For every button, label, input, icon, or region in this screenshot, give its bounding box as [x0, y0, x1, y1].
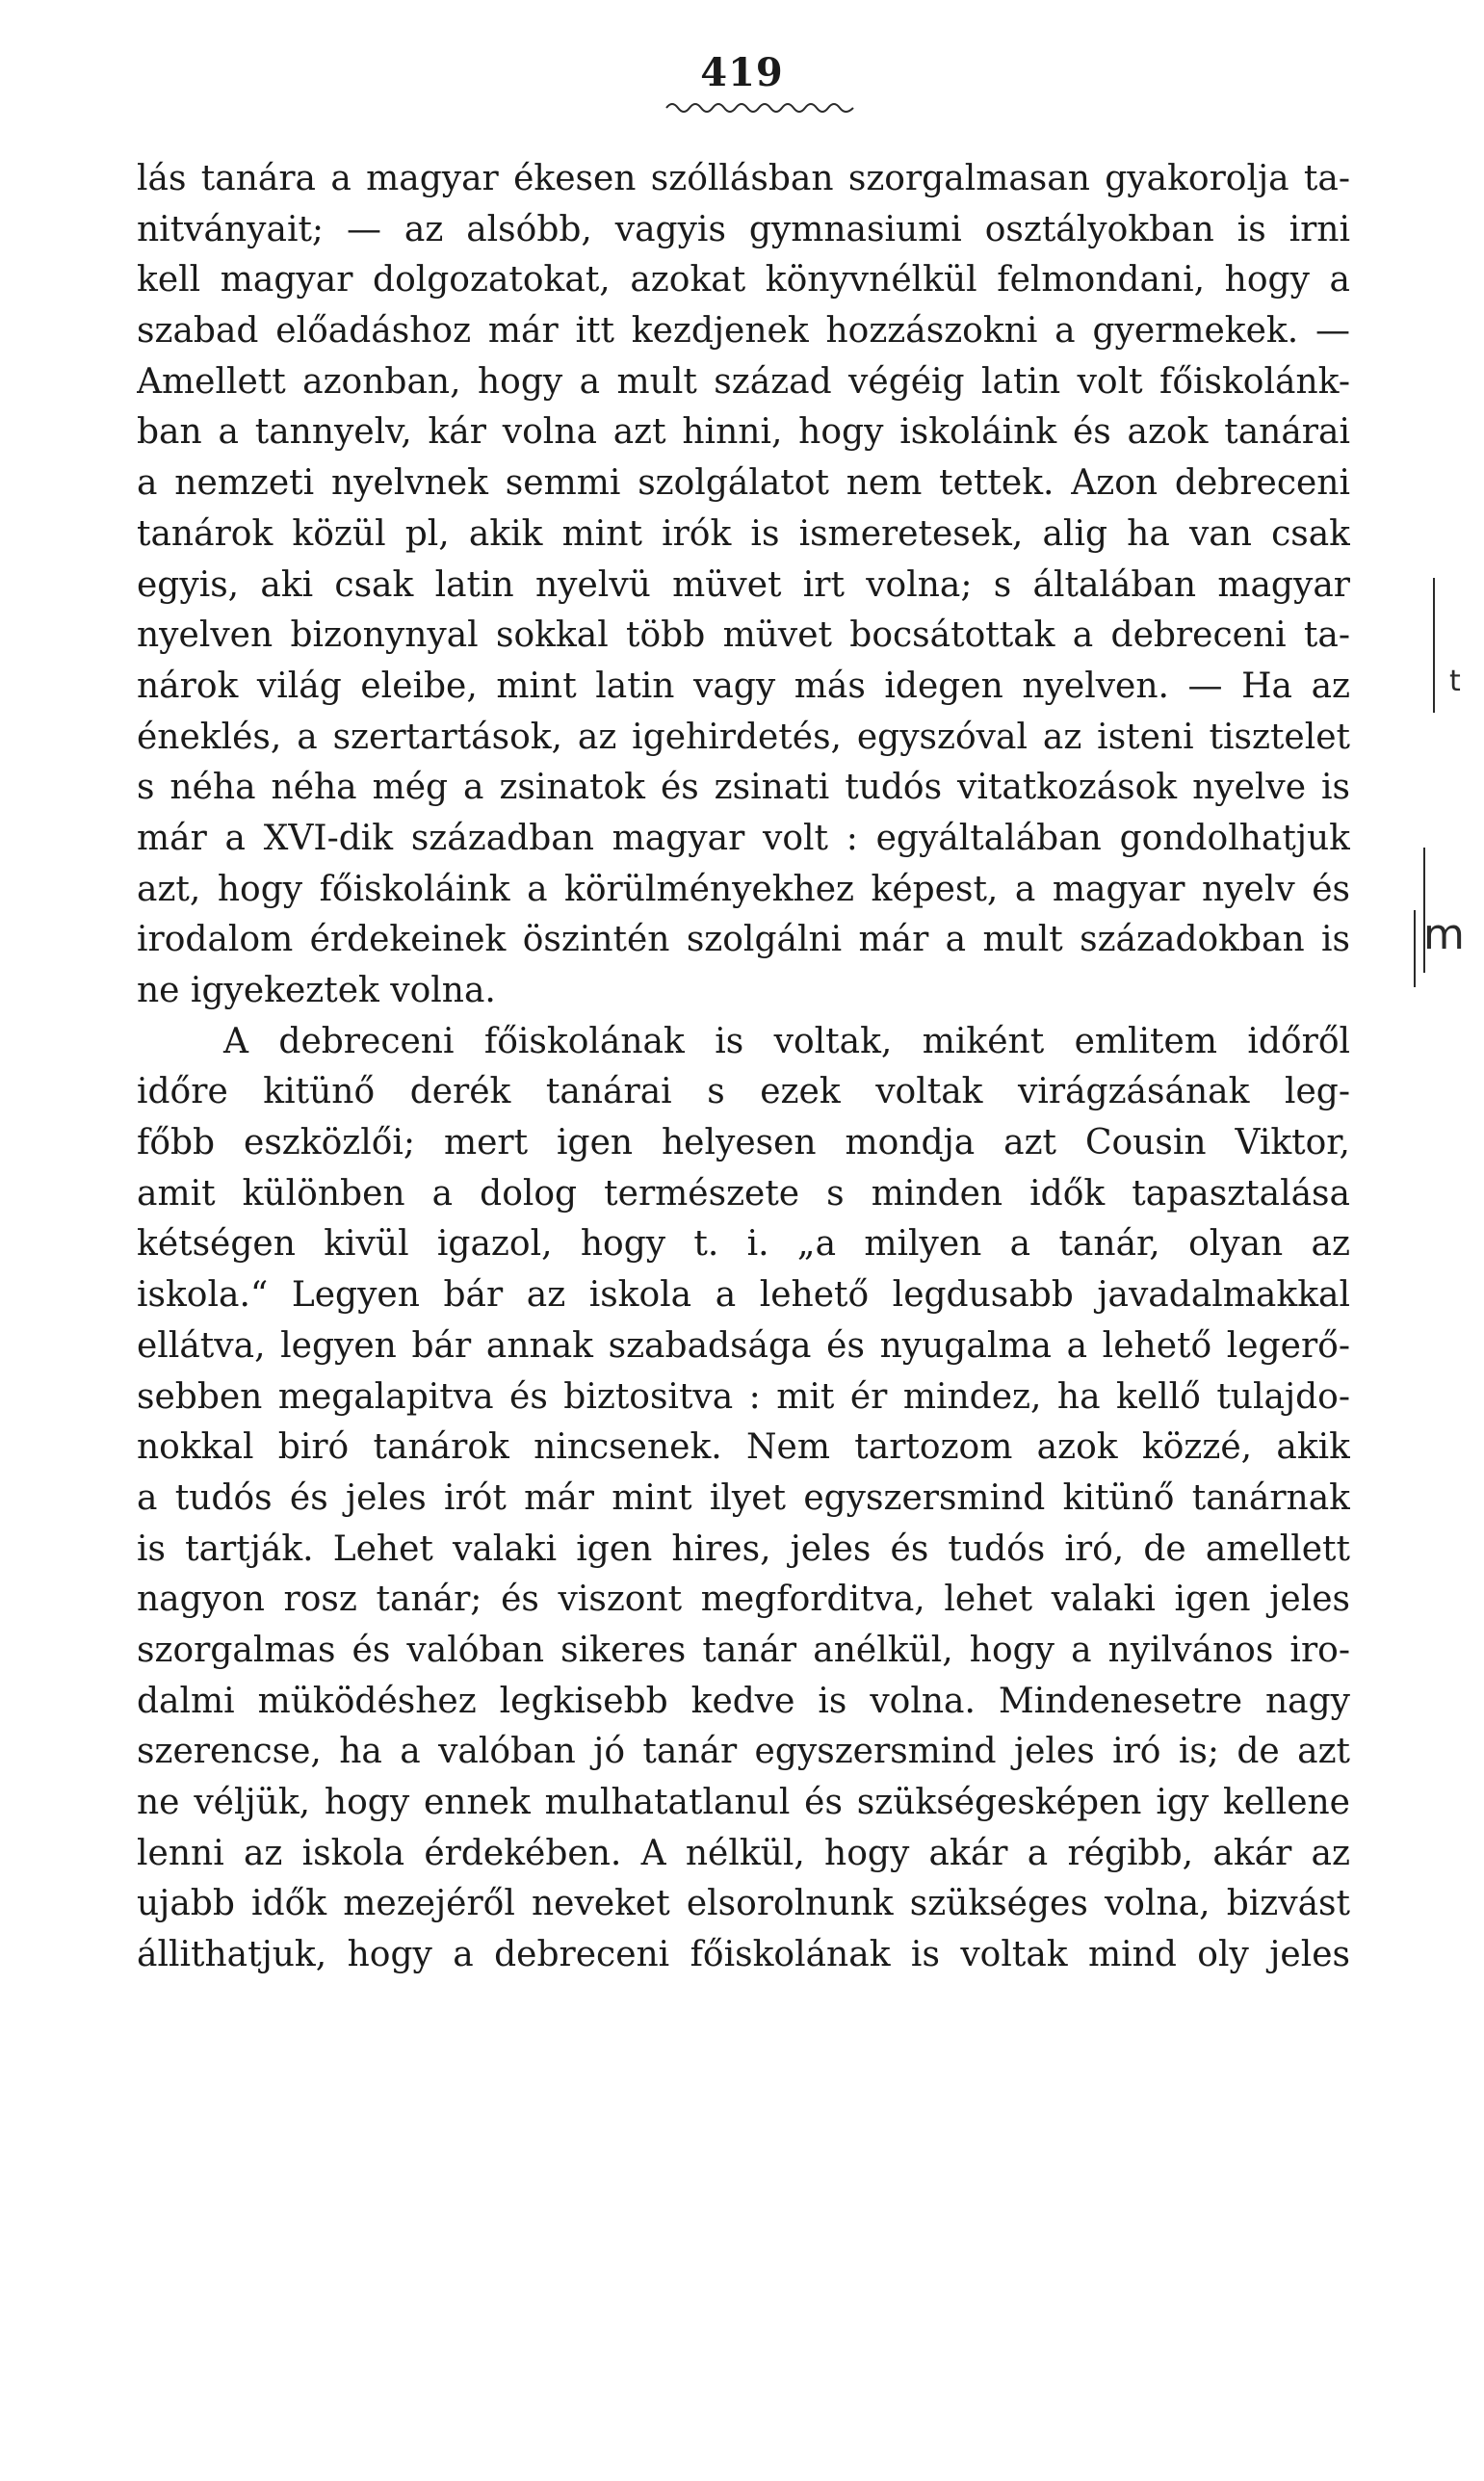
text-line: kell magyar dolgozatokat, azokat könyvnélkül felmondani, hogy a: [137, 260, 1350, 300]
text-line: a nemzeti nyelvnek semmi szolgálatot nem tettek. Azon debreceni: [137, 463, 1350, 504]
text-line: nyelven bizonynyal sokkal több müvet bocsátottak a debreceni ta-: [137, 615, 1350, 656]
margin-note-handwritten: m: [1423, 910, 1465, 959]
margin-vertical-mark: [1414, 910, 1416, 987]
text-line: ellátva, legyen bár annak szabadsága és nyugalma a lehető legerő-: [137, 1325, 1350, 1366]
text-line: ne véljük, hogy ennek mulhatatlanul és szükségesképen igy kellene: [137, 1783, 1350, 1822]
page-number-ornament: [664, 96, 857, 118]
text-line: dalmi müködéshez legkisebb kedve is volna. Mindenesetre nagy: [137, 1681, 1350, 1721]
text-line: állithatjuk, hogy a debreceni főiskolának is voltak mind oly jeles: [137, 1935, 1350, 1975]
text-line: szorgalmas és valóban sikeres tanár anélkül, hogy a nyilvános iro-: [137, 1630, 1350, 1670]
text-line: tanárok közül pl, akik mint irók is ismeretesek, alig ha van csak: [137, 513, 1350, 554]
text-line: szerencse, ha a valóban jó tanár egyszersmind jeles iró is; de azt: [137, 1732, 1350, 1772]
text-line: amit különben a dolog természete s minden idők tapasztalása: [137, 1173, 1350, 1214]
text-line: ban a tannyelv, kár volna azt hinni, hogy iskoláink és azok tanárai: [137, 412, 1350, 453]
text-line: egyis, aki csak latin nyelvü müvet irt volna; s általában magyar: [137, 564, 1350, 605]
text-line: sebben megalapitva és biztositva : mit ér mindez, ha kellő tulajdo-: [137, 1376, 1350, 1417]
text-line: a tudós és jeles irót már mint ilyet egyszersmind kitünő tanárnak: [137, 1477, 1350, 1518]
text-line: azt, hogy főiskoláink a körülményekhez képest, a magyar nyelv és: [137, 869, 1350, 909]
text-line: éneklés, a szertartások, az igehirdetés, egyszóval az isteni tisztelet: [137, 717, 1350, 757]
text-line: nagyon rosz tanár; és viszont megforditva, lehet valaki igen jeles: [137, 1580, 1350, 1620]
text-line: lenni az iskola érdekében. A nélkül, hogy akár a régibb, akár az: [137, 1833, 1350, 1873]
text-line: is tartják. Lehet valaki igen hires, jeles és tudós iró, de amellett: [137, 1528, 1350, 1569]
text-line: lás tanára a magyar ékesen szóllásban szorgalmasan gyakorolja ta-: [137, 159, 1350, 198]
body-text: [137, 154, 1350, 1981]
text-line: kétségen kivül igazol, hogy t. i. „a milyen a tanár, olyan az: [137, 1224, 1350, 1265]
text-line: már a XVI-dik században magyar volt : egyáltalában gondolhatjuk: [137, 818, 1350, 858]
text-line: nitványait; — az alsóbb, vagyis gymnasiumi osztályokban is irni: [137, 209, 1350, 249]
text-line: ujabb idők mezejéről neveket elsorolnunk szükséges volna, bizvást: [137, 1884, 1350, 1924]
text-line: A debreceni főiskolának is voltak, miként emlitem időről: [223, 1021, 1350, 1061]
text-line: főbb eszközlői; mert igen helyesen mondja azt Cousin Viktor,: [137, 1123, 1350, 1163]
text-line: szabad előadáshoz már itt kezdjenek hozzászokni a gyermekek. —: [137, 311, 1350, 352]
text-line: Amellett azonban, hogy a mult század végéig latin volt főiskolánk-: [137, 361, 1350, 402]
text-line: ne igyekeztek volna.: [137, 971, 496, 1010]
text-line: időre kitünő derék tanárai s ezek voltak virágzásának leg-: [137, 1072, 1350, 1112]
text-line: nárok világ eleibe, mint latin vagy más idegen nyelven. — Ha az: [137, 666, 1350, 706]
page-number: 419: [700, 50, 784, 95]
margin-note-small: t: [1449, 665, 1461, 698]
margin-vertical-mark: [1433, 578, 1435, 713]
text-line: irodalom érdekeinek öszintén szolgálni már a mult századokban is: [137, 920, 1350, 960]
text-line: iskola.“ Legyen bár az iskola a lehető legdusabb javadalmakkal: [137, 1275, 1350, 1316]
text-line: nokkal biró tanárok nincsenek. Nem tartozom azok közzé, akik: [137, 1427, 1350, 1468]
text-line: s néha néha még a zsinatok és zsinati tudós vitatkozások nyelve is: [137, 768, 1350, 808]
